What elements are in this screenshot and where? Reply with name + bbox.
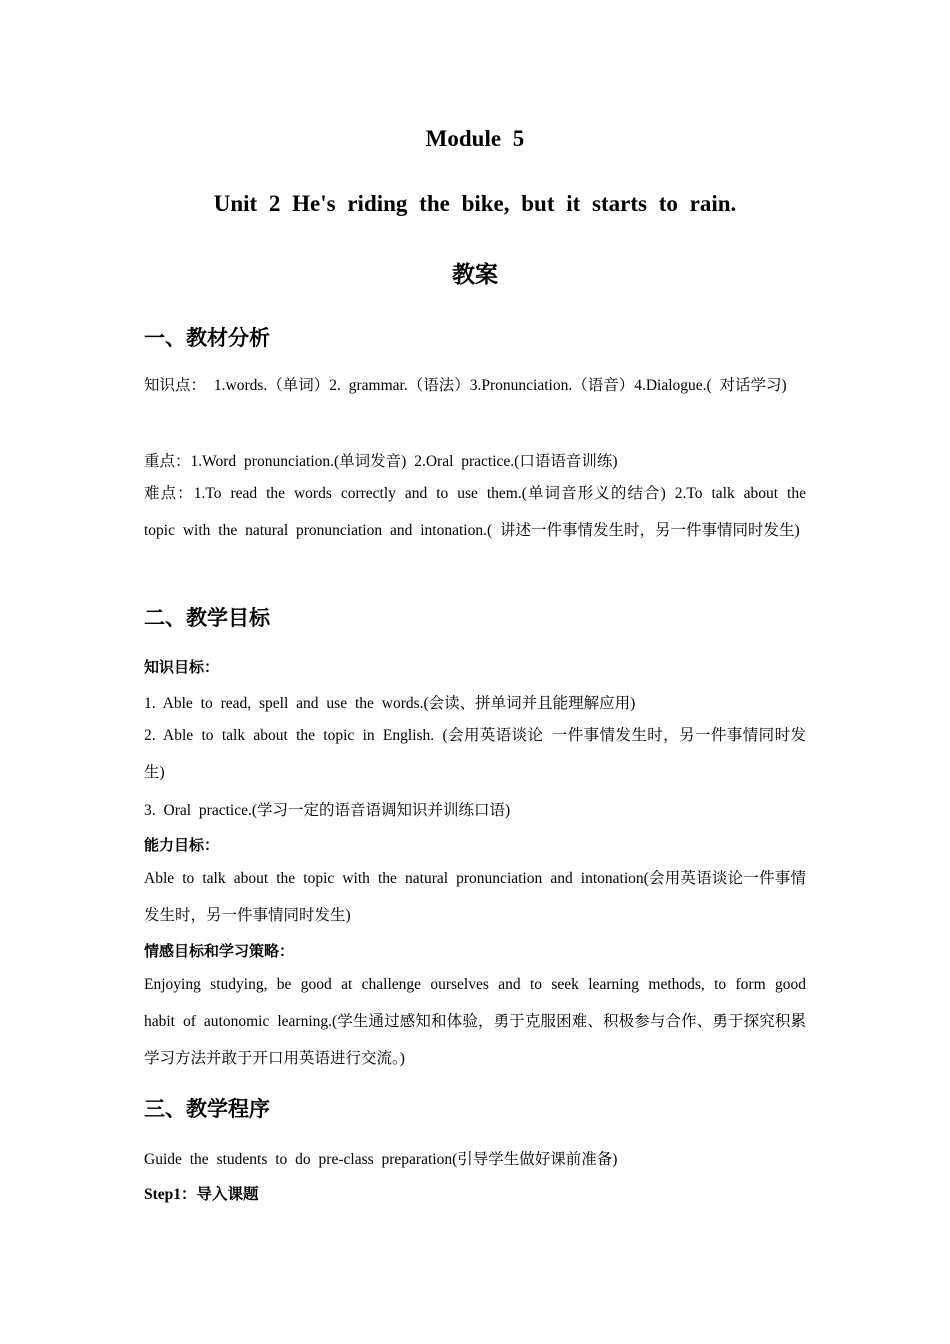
knowledge-points-paragraph: 知识点： 1.words.（单词）2. grammar.（语法）3.Pronunciation.（语音）4.Dialogue.( 对话学习) [144, 377, 787, 394]
ability-goals-label: 能力目标： [144, 836, 220, 854]
step-1-heading: Step1：导入课题 [144, 1186, 259, 1203]
section-heading-material-analysis: 一、教材分析 [144, 326, 270, 350]
goal-2-paragraph: 2. Able to talk about the topic in English. (会用英语谈论 一件事情发生时，另一件事情同时发生) [144, 727, 806, 781]
goal-3-line: 3. Oral practice.(学习一定的语音语调知识并训练口语) [144, 802, 511, 819]
procedure-intro-line: Guide the students to do pre-class preparation(引导学生做好课前准备) [144, 1151, 618, 1168]
section-heading-teaching-goals: 二、教学目标 [144, 606, 270, 630]
lesson-plan-title: 教案 [452, 262, 498, 288]
goal-1-line: 1. Able to read, spell and use the words.(会读、拼单词并且能理解应用) [144, 695, 636, 712]
difficult-points-paragraph: 难点：1.To read the words correctly and to use them.(单词音形义的结合) 2.To talk about the topic with the natural pronunciation and intonation.( 讲述一件事情发生时，另一件事情同时发生) [144, 485, 806, 539]
unit-title: Unit 2 He's riding the bike, but it starts to rain. [213, 191, 737, 216]
ability-goal-paragraph: Able to talk about the topic with the natural pronunciation and intonation(会用英语谈论一件事情发生时，另一件事情同时发生) [144, 870, 806, 924]
key-points-line: 重点：1.Word pronunciation.(单词发音) 2.Oral practice.(口语语音训练) [144, 453, 618, 470]
emotion-goal-paragraph: Enjoying studying, be good at challenge ourselves and to seek learning methods, to form good habit of autonomic learning.(学生通过感知和体验，勇于克服困难、积极参与合作、勇于探究积累学习方法并敢于开口用英语进行交流。) [144, 976, 806, 1067]
knowledge-goals-label: 知识目标： [144, 658, 220, 676]
module-title: Module 5 [425, 126, 525, 151]
section-heading-teaching-procedure: 三、教学程序 [144, 1097, 270, 1121]
emotion-goals-label: 情感目标和学习策略： [144, 942, 295, 960]
